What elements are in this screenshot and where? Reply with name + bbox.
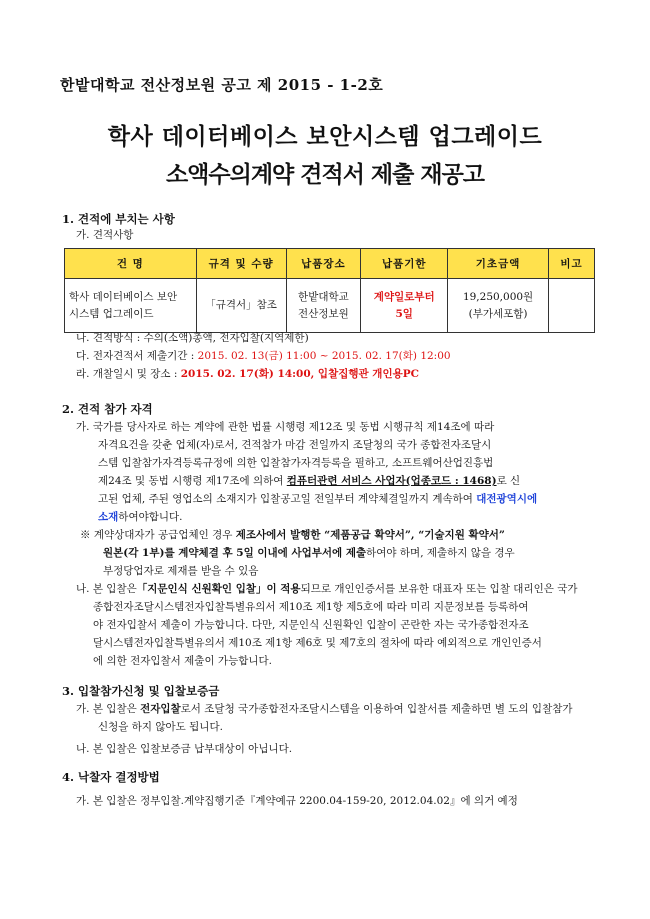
document-subtitle: 소액수의계약 견적서 제출 재공고 xyxy=(165,162,485,188)
section1-da: 다. 전자견적서 제출기간 : 2015. 02. 13(금) 11:00 ~ 2015. 02. 17(화) 12:00 xyxy=(76,350,451,362)
document-title: 학사 데이터베이스 보안시스템 업그레이드 xyxy=(107,124,543,150)
section1-na: 나. 견적방식 : 수의(소액)총액, 전자입찰(지역제한) xyxy=(76,332,309,344)
cell-spec: 「규격서」참조 xyxy=(196,279,286,333)
header-deadline: 납품기한 xyxy=(361,249,448,279)
header-place: 납품장소 xyxy=(286,249,361,279)
section2-ga-line3: 스템 입찰참가자격등록규정에 의한 입찰참가자격등록을 필하고, 소프트웨어산업진흥법 xyxy=(98,457,494,469)
section2-note-line2: 원본(각 1부)를 계약체결 후 5일 이내에 사업부서에 제출하여야 하며, 제출하지 않을 경우 xyxy=(103,547,515,559)
notice-number: 한밭대학교 전산정보원 공고 제 2015 - 1-2호 xyxy=(60,76,384,94)
cell-deadline: 계약일로부터 5일 xyxy=(361,279,448,333)
table-row xyxy=(65,279,595,333)
cell-note xyxy=(549,279,595,333)
section2-heading: 2. 견적 참가 자격 xyxy=(62,402,153,416)
section4-ga: 가. 본 입찰은 정부입찰.계약집행기준『계약예규 2200.04-159-20, 2012.04.02』에 의거 예정 xyxy=(76,795,518,807)
section2-ga-line5: 고된 업체, 주된 영업소의 소재지가 입찰공고일 전일부터 계약체결일까지 계속하여 대전광역시에 xyxy=(98,493,538,505)
section1-sub-ga: 가. 견적사항 xyxy=(76,229,134,241)
section2-ga-line2: 자격요건을 갖춘 업체(자)로서, 견적참가 마감 전일까지 조달청의 국가 종합전자조달시 xyxy=(98,439,492,451)
cell-place: 한밭대학교 전산정보원 xyxy=(286,279,361,333)
section3-ga-line1: 가. 본 입찰은 전자입찰로서 조달청 국가종합전자조달시스템을 이용하여 입찰서를 제출하면 별 도의 입찰참가 xyxy=(76,703,573,715)
estimate-table xyxy=(64,248,595,333)
section2-na-line1: 나. 본 입찰은「지문인식 신원확인 입찰」이 적용되므로 개인인증서를 보유한 대표자 또는 입찰 대리인은 국가 xyxy=(76,583,578,595)
section2-na-line2: 종합전자조달시스템전자입찰특별유의서 제10조 제1항 제5호에 따라 미리 지문정보를 등록하여 xyxy=(93,601,529,613)
header-name: 건 명 xyxy=(65,249,197,279)
cell-name: 학사 데이터베이스 보안 시스템 업그레이드 xyxy=(65,279,197,333)
section2-ga-line1: 가. 국가를 당사자로 하는 계약에 관한 법률 시행령 제12조 및 동법 시행규칙 제14조에 따라 xyxy=(76,421,495,433)
section1-heading: 1. 견적에 부치는 사항 xyxy=(62,212,175,226)
section3-na: 나. 본 입찰은 입찰보증금 납부대상이 아닙니다. xyxy=(76,743,293,755)
cell-price: 19,250,000원 (부가세포함) xyxy=(448,279,549,333)
table-header-row xyxy=(65,249,595,279)
section2-na-line3: 야 전자입찰서 제출이 가능합니다. 다만, 지문인식 신원확인 입찰이 곤란한 자는 국가종합전자조 xyxy=(93,619,529,631)
header-price: 기초금액 xyxy=(448,249,549,279)
section4-heading: 4. 낙찰자 결정방법 xyxy=(62,770,160,784)
section2-note-line1: ※ 계약상대자가 공급업체인 경우 제조사에서 발행한 “제품공급 확약서”, “기술지원 확약서” xyxy=(80,529,505,541)
section3-ga-line2: 신청을 하지 않아도 됩니다. xyxy=(98,721,223,733)
header-spec: 규격 및 수량 xyxy=(196,249,286,279)
section1-ra: 라. 개찰일시 및 장소 : 2015. 02. 17(화) 14:00, 입찰집행관 개인용PC xyxy=(76,368,419,380)
section2-na-line4: 달시스템전자입찰특별유의서 제10조 제1항 제6호 및 제7호의 절차에 따라 예외적으로 개인인증서 xyxy=(93,637,542,649)
section2-ga-line4: 제24조 및 동법 시행령 제17조에 의하여 컴퓨터관련 서비스 사업자(업종코드 : 1468)로 신 xyxy=(98,475,521,487)
section2-note-line3: 부정당업자로 제재를 받을 수 있음 xyxy=(103,565,259,577)
section2-ga-line6: 소재하여야합니다. xyxy=(98,511,183,523)
section2-na-line5: 에 의한 전자입찰서 제출이 가능합니다. xyxy=(93,655,272,667)
header-note: 비고 xyxy=(549,249,595,279)
section3-heading: 3. 입찰참가신청 및 입찰보증금 xyxy=(62,684,220,698)
